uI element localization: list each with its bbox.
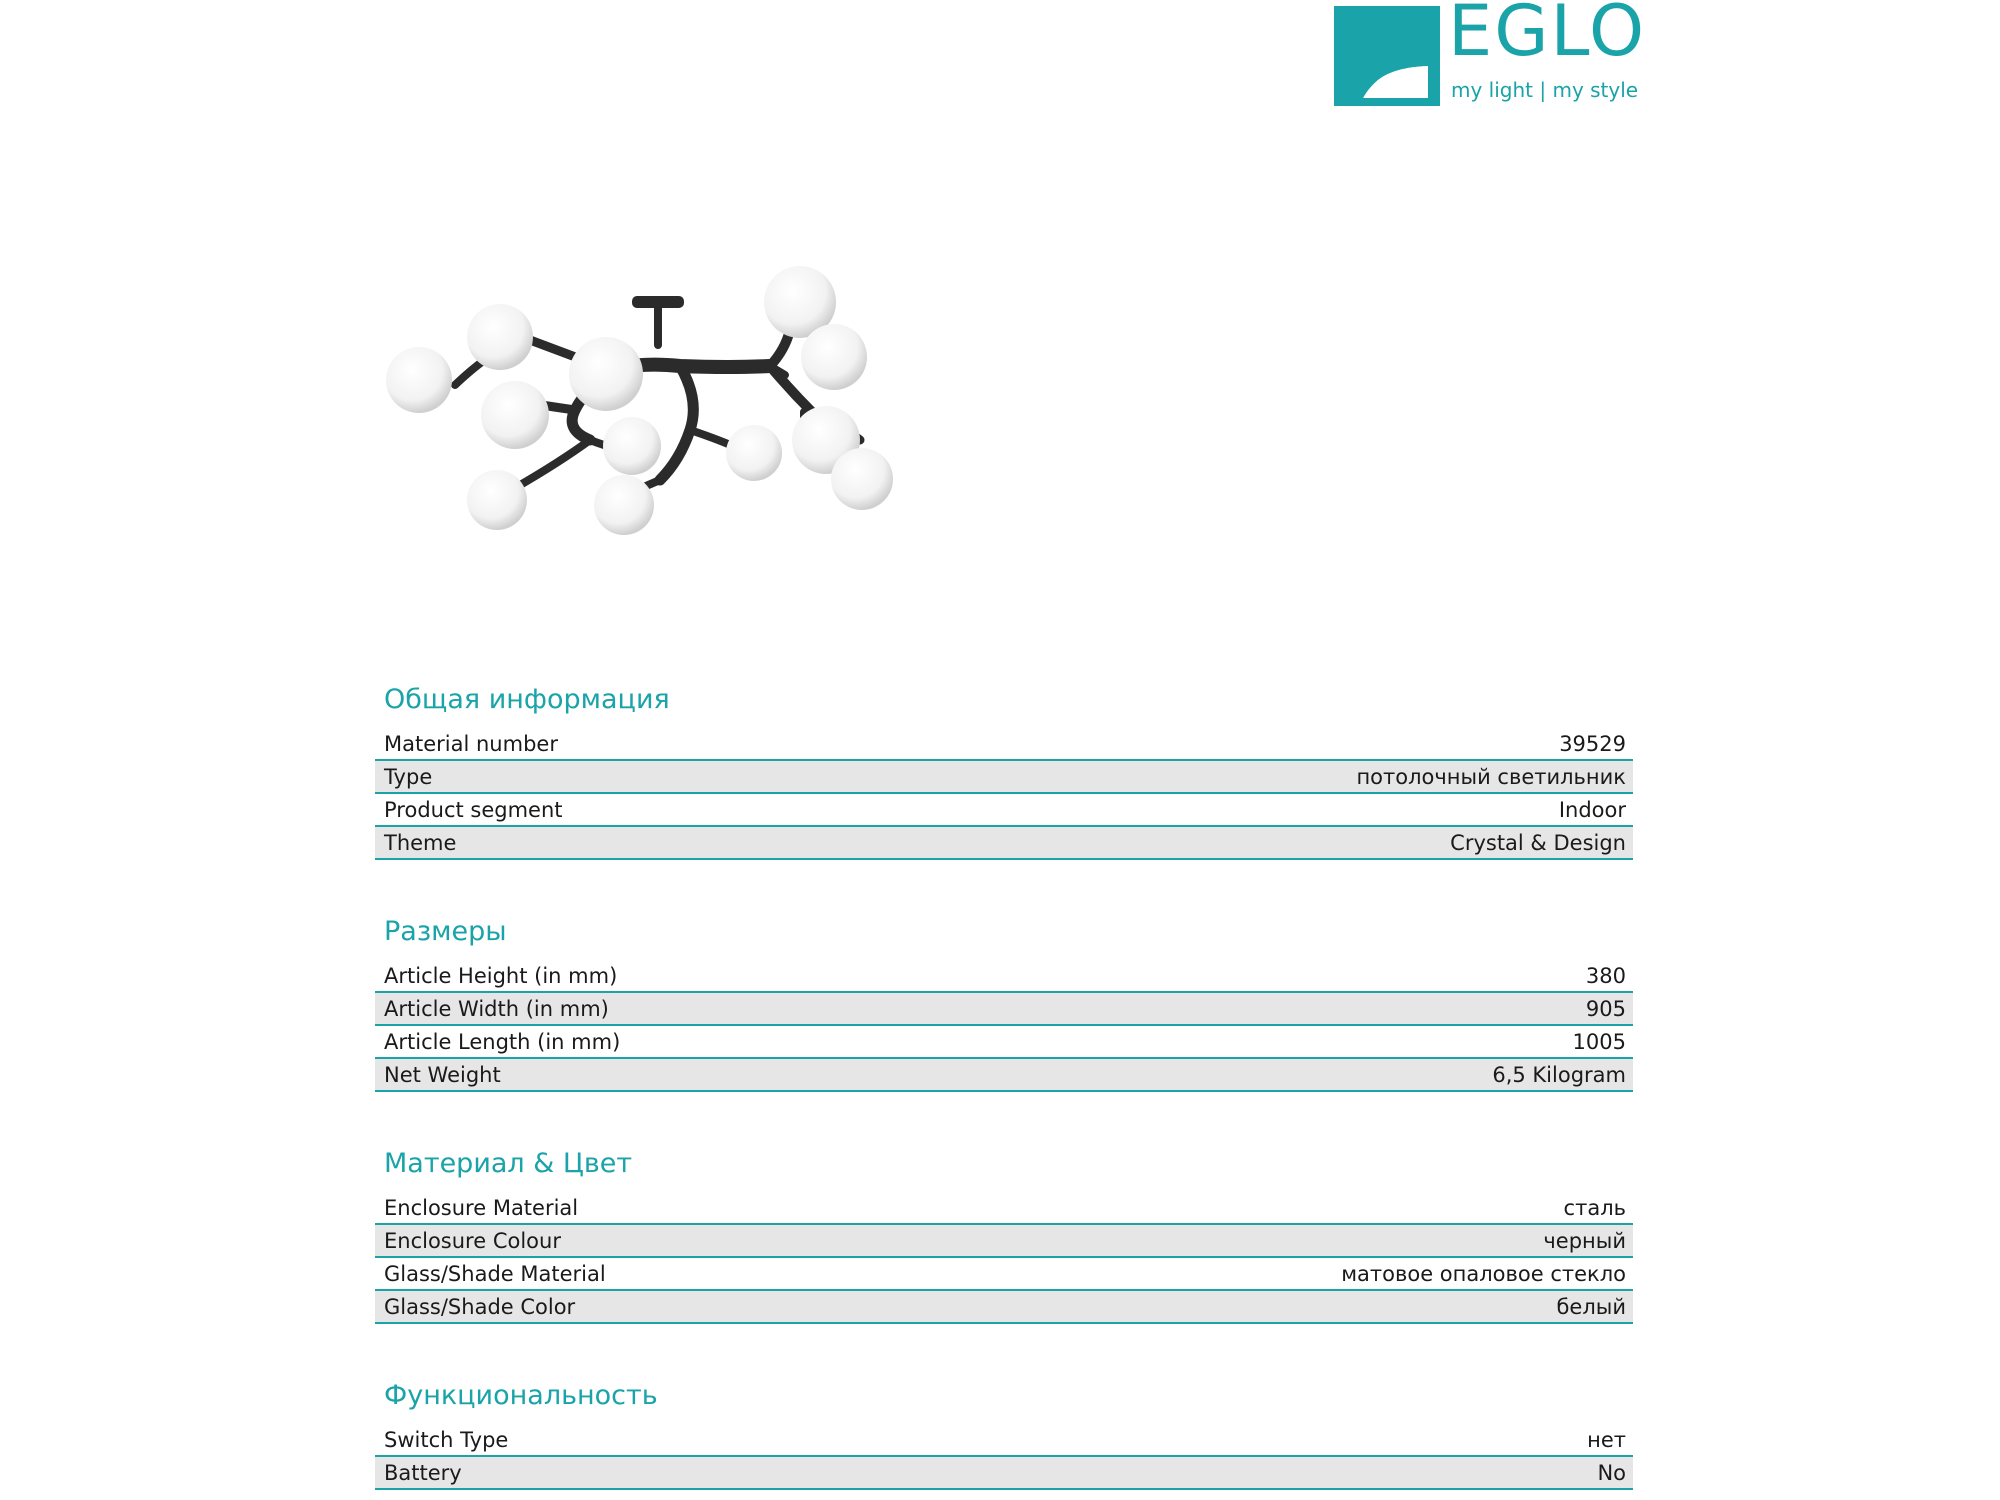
row-value: матовое опаловое стекло — [1341, 1261, 1626, 1286]
row-label: Switch Type — [384, 1427, 509, 1452]
row-value: Indoor — [1558, 797, 1626, 822]
spec-table — [375, 958, 1633, 1092]
row-value: 905 — [1585, 996, 1626, 1021]
spec-table — [375, 1190, 1633, 1324]
table-row — [375, 728, 1633, 761]
table-row — [375, 794, 1633, 827]
row-value: 39529 — [1559, 731, 1626, 756]
row-value: 380 — [1585, 963, 1626, 988]
row-label: Article Width (in mm) — [384, 996, 609, 1021]
brand-tagline: my light | my style — [1451, 78, 1639, 102]
row-value: потолочный светильник — [1356, 764, 1626, 789]
row-label: Net Weight — [384, 1062, 501, 1087]
eglo-logo-mark-icon — [1334, 6, 1440, 106]
table-row — [375, 761, 1633, 794]
section-title: Материал & Цвет — [384, 1148, 633, 1179]
row-label: Product segment — [384, 797, 563, 822]
chandelier-icon — [375, 255, 915, 555]
row-label: Type — [384, 764, 433, 789]
section-material-colour — [375, 1147, 1633, 1324]
row-label: Glass/Shade Material — [384, 1261, 606, 1286]
row-label: Battery — [384, 1460, 462, 1485]
row-value: сталь — [1563, 1195, 1626, 1220]
eglo-logo — [1334, 0, 1647, 108]
table-row — [375, 1457, 1633, 1490]
row-value: No — [1597, 1460, 1626, 1485]
row-value: Crystal & Design — [1450, 830, 1626, 855]
row-label: Article Length (in mm) — [384, 1029, 621, 1054]
table-row — [375, 1026, 1633, 1059]
table-row — [375, 827, 1633, 860]
spec-table — [375, 1422, 1633, 1490]
section-functionality — [375, 1379, 1633, 1490]
row-value: черный — [1543, 1228, 1626, 1253]
table-row — [375, 960, 1633, 993]
row-value: 6,5 Kilogram — [1492, 1062, 1626, 1087]
product-image — [375, 255, 915, 555]
row-label: Theme — [384, 830, 457, 855]
section-general-info — [375, 683, 1633, 860]
spec-table — [375, 726, 1633, 860]
table-row — [375, 1424, 1633, 1457]
row-value: белый — [1556, 1294, 1626, 1319]
table-row — [375, 1225, 1633, 1258]
row-label: Material number — [384, 731, 558, 756]
row-value: 1005 — [1572, 1029, 1626, 1054]
section-title: Функциональность — [384, 1380, 658, 1411]
row-label: Glass/Shade Color — [384, 1294, 576, 1319]
table-row — [375, 1291, 1633, 1324]
table-row — [375, 993, 1633, 1026]
row-value: нет — [1587, 1427, 1626, 1452]
table-row — [375, 1059, 1633, 1092]
table-row — [375, 1192, 1633, 1225]
row-label: Article Height (in mm) — [384, 963, 618, 988]
section-title: Размеры — [384, 916, 507, 947]
section-dimensions — [375, 915, 1633, 1092]
row-label: Enclosure Colour — [384, 1228, 561, 1253]
brand-name: EGLO — [1448, 0, 1647, 72]
row-label: Enclosure Material — [384, 1195, 579, 1220]
section-title: Общая информация — [384, 684, 670, 715]
table-row — [375, 1258, 1633, 1291]
